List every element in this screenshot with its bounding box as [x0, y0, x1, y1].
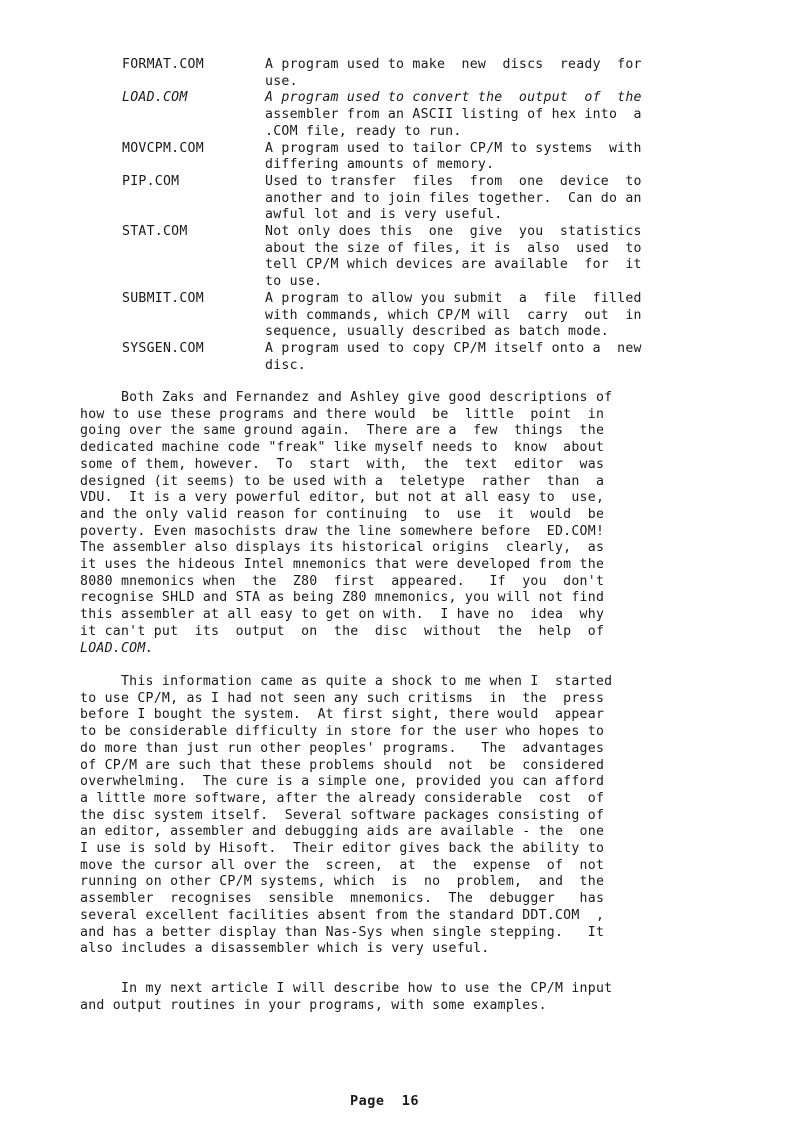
glossary-description-line: disc. — [265, 357, 306, 373]
glossary-description-line: A program used to make new discs ready for — [265, 57, 642, 72]
glossary-description-line: sequence, usually described as batch mode. — [265, 324, 609, 340]
paragraph-line: going over the same ground again. There are a few things the — [80, 423, 605, 439]
glossary-description-line: differing amounts of memory. — [265, 157, 495, 173]
paragraph-line: it uses the hideous Intel mnemonics that were developed from the — [80, 557, 605, 572]
paragraph-line: designed (it seems) to be used with a teletype rather than a — [80, 473, 605, 489]
paragraph-line: and the only valid reason for continuing to use it would be — [80, 506, 605, 522]
paragraph-line: some of them, however. To start with, the text editor was — [80, 456, 605, 472]
glossary-description-line: Not only does this one give you statistics — [265, 224, 642, 239]
glossary-description-line: A program to allow you submit a file filled — [265, 290, 642, 306]
paragraph-line: LOAD.COM. — [80, 640, 154, 656]
paragraph-line: to use CP/M, as I had not seen any such critisms in the press — [80, 690, 605, 706]
paragraph-line: before I bought the system. At first sight, there would appear — [80, 707, 605, 723]
paragraph-line: 8080 mnemonics when the Z80 first appeared. If you don't — [80, 573, 605, 589]
page-number: Page 16 — [350, 1093, 420, 1109]
glossary-description-line: about the size of files, it is also used to — [265, 240, 642, 256]
glossary-term: SUBMIT.COM — [122, 290, 204, 306]
glossary-description-line: assembler from an ASCII listing of hex into a — [265, 107, 642, 123]
glossary-description-line: Used to transfer files from one device to — [265, 173, 642, 189]
glossary-description-line: A program used to copy CP/M itself onto a new — [265, 340, 642, 356]
paragraph-line: dedicated machine code "freak" like myself needs to know about — [80, 440, 605, 456]
glossary-term: LOAD.COM — [122, 90, 188, 106]
paragraph-line: overwhelming. The cure is a simple one, provided you can afford — [80, 774, 605, 790]
paragraph-line: to be considerable difficulty in store for the user who hopes to — [80, 724, 605, 740]
glossary-term: STAT.COM — [122, 224, 188, 239]
paragraph-line: assembler recognises sensible mnemonics. The debugger has — [80, 891, 605, 907]
glossary-term: PIP.COM — [122, 173, 180, 189]
glossary-description-line: tell CP/M which devices are available for it — [265, 257, 642, 273]
paragraph-line: an editor, assembler and debugging aids are available - the one — [80, 824, 605, 840]
glossary-term: SYSGEN.COM — [122, 340, 204, 356]
paragraph-line: and has a better display than Nas-Sys when single stepping. It — [80, 924, 605, 940]
paragraph-line: In my next article I will describe how to use the CP/M input — [80, 981, 613, 996]
glossary-description-line: use. — [265, 73, 298, 89]
paragraph-line: VDU. It is a very powerful editor, but not at all easy to use, — [80, 490, 605, 506]
paragraph-line: recognise SHLD and STA as being Z80 mnemonics, you will not find — [80, 590, 605, 606]
paragraph-line: Both Zaks and Fernandez and Ashley give good descriptions of — [80, 390, 613, 405]
glossary-description-line: awful lot and is very useful. — [265, 207, 503, 223]
paragraph-line: also includes a disassembler which is very useful. — [80, 941, 490, 957]
paragraph-line: this assembler at all easy to get on with. I have no idea why — [80, 607, 605, 623]
paragraph-line: several excellent facilities absent from the standard DDT.COM , — [80, 907, 605, 923]
paragraph-line: of CP/M are such that these problems should not be considered — [80, 757, 605, 773]
paragraph-line: poverty. Even masochists draw the line somewhere before ED.COM! — [80, 523, 605, 539]
paragraph-line: and output routines in your programs, with some examples. — [80, 997, 547, 1013]
glossary-description-line: another and to join files together. Can do an — [265, 190, 642, 206]
glossary-term: MOVCPM.COM — [122, 140, 204, 156]
glossary-description-line: .COM file, ready to run. — [265, 123, 462, 139]
paragraph-line: This information came as quite a shock to me when I started — [80, 674, 613, 689]
paragraph-line: move the cursor all over the screen, at the expense of not — [80, 857, 605, 873]
paragraph-line: do more than just run other peoples' programs. The advantages — [80, 740, 605, 756]
glossary-term: FORMAT.COM — [122, 57, 204, 72]
glossary-description-line: with commands, which CP/M will carry out in — [265, 307, 642, 323]
paragraph-line: the disc system itself. Several software packages consisting of — [80, 807, 605, 823]
paragraph-line: running on other CP/M systems, which is no problem, and the — [80, 874, 605, 890]
glossary-description-line: A program used to tailor CP/M to systems with — [265, 140, 642, 156]
glossary-description-line: A program used to convert the output of the — [265, 90, 642, 106]
paragraph-line: a little more software, after the already considerable cost of — [80, 790, 605, 806]
glossary-description-line: to use. — [265, 274, 323, 290]
paragraph-line: The assembler also displays its historical origins clearly, as — [80, 540, 605, 556]
paragraph-line: how to use these programs and there would be little point in — [80, 406, 605, 422]
paragraph-line: I use is sold by Hisoft. Their editor gives back the ability to — [80, 841, 605, 856]
paragraph-line: it can't put its output on the disc without the help of — [80, 623, 605, 639]
